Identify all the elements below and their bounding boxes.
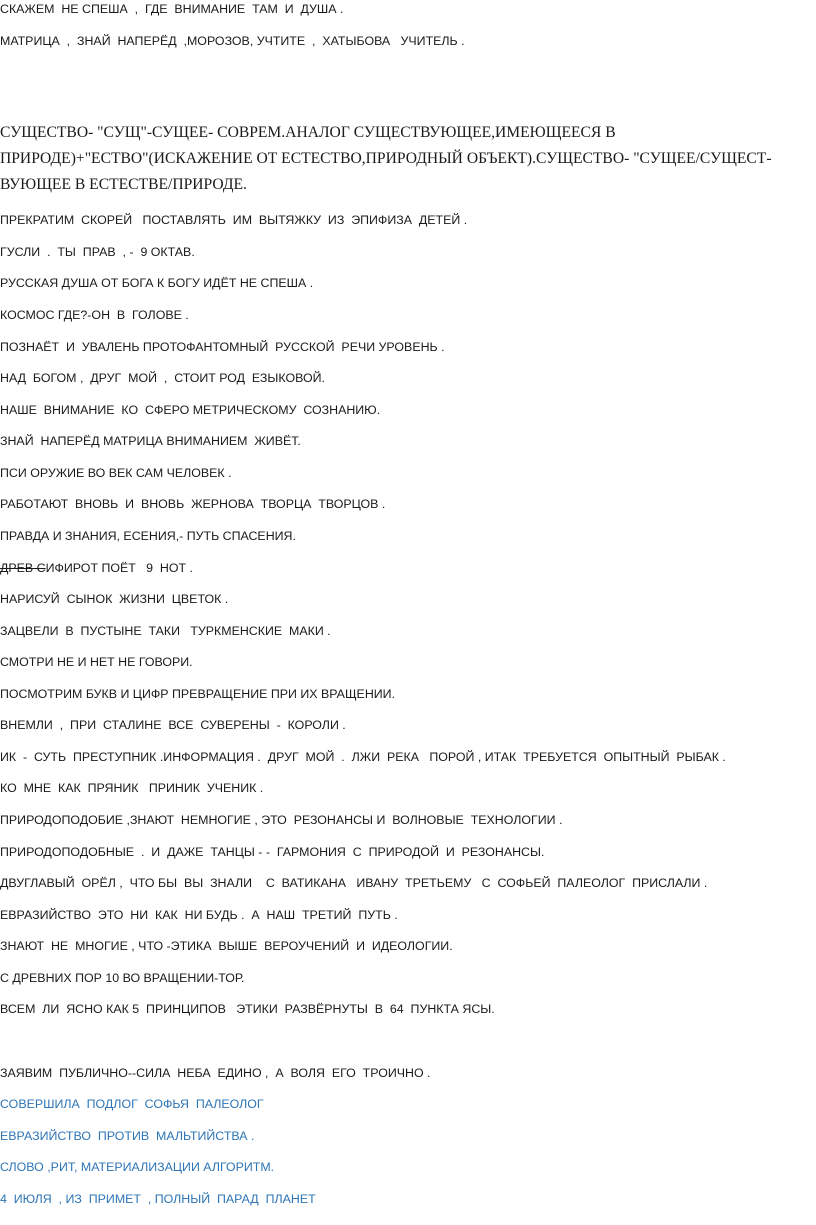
- text-line: НАШЕ ВНИМАНИЕ КО СФЕРО МЕТРИЧЕСКОМУ СОЗНАНИЮ.: [0, 403, 381, 417]
- text-line: РАБОТАЮТ ВНОВЬ И ВНОВЬ ЖЕРНОВА ТВОРЦА ТВОРЦОВ .: [0, 497, 386, 511]
- blue-text-line: ЕВРАЗИЙСТВО ПРОТИВ МАЛЬТИЙСТВА .: [0, 1129, 255, 1143]
- text-after-strike: ИФИРОТ ПОЁТ 9 НОТ .: [45, 561, 193, 575]
- strike-line: [0, 560, 193, 576]
- text-line: МАТРИЦА , ЗНАЙ НАПЕРЁД ,МОРОЗОВ, УЧТИТЕ , ХАТЫБОВА УЧИТЕЛЬ .: [0, 34, 465, 48]
- text-line: ВНЕМЛИ , ПРИ СТАЛИНЕ ВСЕ СУВЕРЕНЫ - КОРОЛИ .: [0, 718, 346, 732]
- serif-line: ВУЮЩЕЕ В ЕСТЕСТВЕ/ПРИРОДЕ.: [0, 176, 247, 193]
- text-line: ПРЕКРАТИМ СКОРЕЙ ПОСТАВЛЯТЬ ИМ ВЫТЯЖКУ ИЗ ЭПИФИЗА ДЕТЕЙ .: [0, 213, 468, 227]
- text-line: ПРИРОДОПОДОБИЕ ,ЗНАЮТ НЕМНОГИЕ , ЭТО РЕЗОНАНСЫ И ВОЛНОВЫЕ ТЕХНОЛОГИИ .: [0, 813, 563, 827]
- text-line: ИК - СУТЬ ПРЕСТУПНИК .ИНФОРМАЦИЯ . ДРУГ МОЙ . ЛЖИ РЕКА ПОРОЙ , ИТАК ТРЕБУЕТСЯ ОПЫТНЫЙ РЫБАК .: [0, 750, 726, 764]
- text-line: КОСМОС ГДЕ?-ОН В ГОЛОВЕ .: [0, 308, 189, 322]
- text-line: СКАЖЕМ НЕ СПЕША , ГДЕ ВНИМАНИЕ ТАМ И ДУША .: [0, 2, 344, 16]
- blue-text-line: СЛОВО ,РИТ, МАТЕРИАЛИЗАЦИИ АЛГОРИТМ.: [0, 1160, 275, 1174]
- text-line: С ДРЕВНИХ ПОР 10 ВО ВРАЩЕНИИ-ТОР.: [0, 971, 245, 985]
- struck-text: ДРЕВ С: [0, 561, 46, 575]
- text-line: НАД БОГОМ , ДРУГ МОЙ , СТОИТ РОД ЕЗЫКОВОЙ.: [0, 371, 325, 385]
- text-line: ЗНАЮТ НЕ МНОГИЕ , ЧТО -ЭТИКА ВЫШЕ ВЕРОУЧЕНИЙ И ИДЕОЛОГИИ.: [0, 939, 453, 953]
- text-line: ДВУГЛАВЫЙ ОРЁЛ , ЧТО БЫ ВЫ ЗНАЛИ С ВАТИКАНА ИВАНУ ТРЕТЬЕМУ С СОФЬЕЙ ПАЛЕОЛОГ ПРИСЛАЛИ .: [0, 876, 708, 890]
- text-line: ПРИРОДОПОДОБНЫЕ . И ДАЖЕ ТАНЦЫ - - ГАРМОНИЯ С ПРИРОДОЙ И РЕЗОНАНСЫ.: [0, 845, 545, 859]
- serif-line: СУЩЕСТВО- "СУЩ"-СУЩЕЕ- СОВРЕМ.АНАЛОГ СУЩЕСТВУЮЩЕЕ,ИМЕЮЩЕЕСЯ В: [0, 124, 616, 141]
- text-line: НАРИСУЙ СЫНОК ЖИЗНИ ЦВЕТОК .: [0, 592, 229, 606]
- serif-line: ПРИРОДЕ)+"ЕСТВО"(ИСКАЖЕНИЕ ОТ ЕСТЕСТВО,ПРИРОДНЫЙ ОБЪЕКТ).СУЩЕСТВО- "СУЩЕЕ/СУЩЕСТ-: [0, 150, 772, 167]
- text-line: ПРАВДА И ЗНАНИЯ, ЕСЕНИЯ,- ПУТЬ СПАСЕНИЯ.: [0, 529, 296, 543]
- blue-text-line: 4 ИЮЛЯ , ИЗ ПРИМЕТ , ПОЛНЫЙ ПАРАД ПЛАНЕТ: [0, 1192, 316, 1206]
- text-line: ВСЕМ ЛИ ЯСНО КАК 5 ПРИНЦИПОВ ЭТИКИ РАЗВЁРНУТЫ В 64 ПУНКТА ЯСЫ.: [0, 1002, 495, 1016]
- text-line: ПОЗНАЁТ И УВАЛЕНЬ ПРОТОФАНТОМНЫЙ РУССКОЙ РЕЧИ УРОВЕНЬ .: [0, 340, 445, 354]
- text-line: РУССКАЯ ДУША ОТ БОГА К БОГУ ИДЁТ НЕ СПЕША .: [0, 276, 314, 290]
- text-line: КО МНЕ КАК ПРЯНИК ПРИНИК УЧЕНИК .: [0, 781, 264, 795]
- text-line: ПОСМОТРИМ БУКВ И ЦИФР ПРЕВРАЩЕНИЕ ПРИ ИХ ВРАЩЕНИИ.: [0, 687, 396, 701]
- text-line: СМОТРИ НЕ И НЕТ НЕ ГОВОРИ.: [0, 655, 193, 669]
- text-line: ЗНАЙ НАПЕРЁД МАТРИЦА ВНИМАНИЕМ ЖИВЁТ.: [0, 434, 301, 448]
- text-line: ЗАЯВИМ ПУБЛИЧНО--СИЛА НЕБА ЕДИНО , А ВОЛЯ ЕГО ТРОИЧНО .: [0, 1066, 431, 1080]
- blue-text-line: СОВЕРШИЛА ПОДЛОГ СОФЬЯ ПАЛЕОЛОГ: [0, 1097, 264, 1111]
- text-line: ГУСЛИ . ТЫ ПРАВ , - 9 ОКТАВ.: [0, 245, 195, 259]
- text-line: ЕВРАЗИЙСТВО ЭТО НИ КАК НИ БУДЬ . А НАШ ТРЕТИЙ ПУТЬ .: [0, 908, 398, 922]
- text-line: ПСИ ОРУЖИЕ ВО ВЕК САМ ЧЕЛОВЕК .: [0, 466, 232, 480]
- text-line: ЗАЦВЕЛИ В ПУСТЫНЕ ТАКИ ТУРКМЕНСКИЕ МАКИ .: [0, 624, 331, 638]
